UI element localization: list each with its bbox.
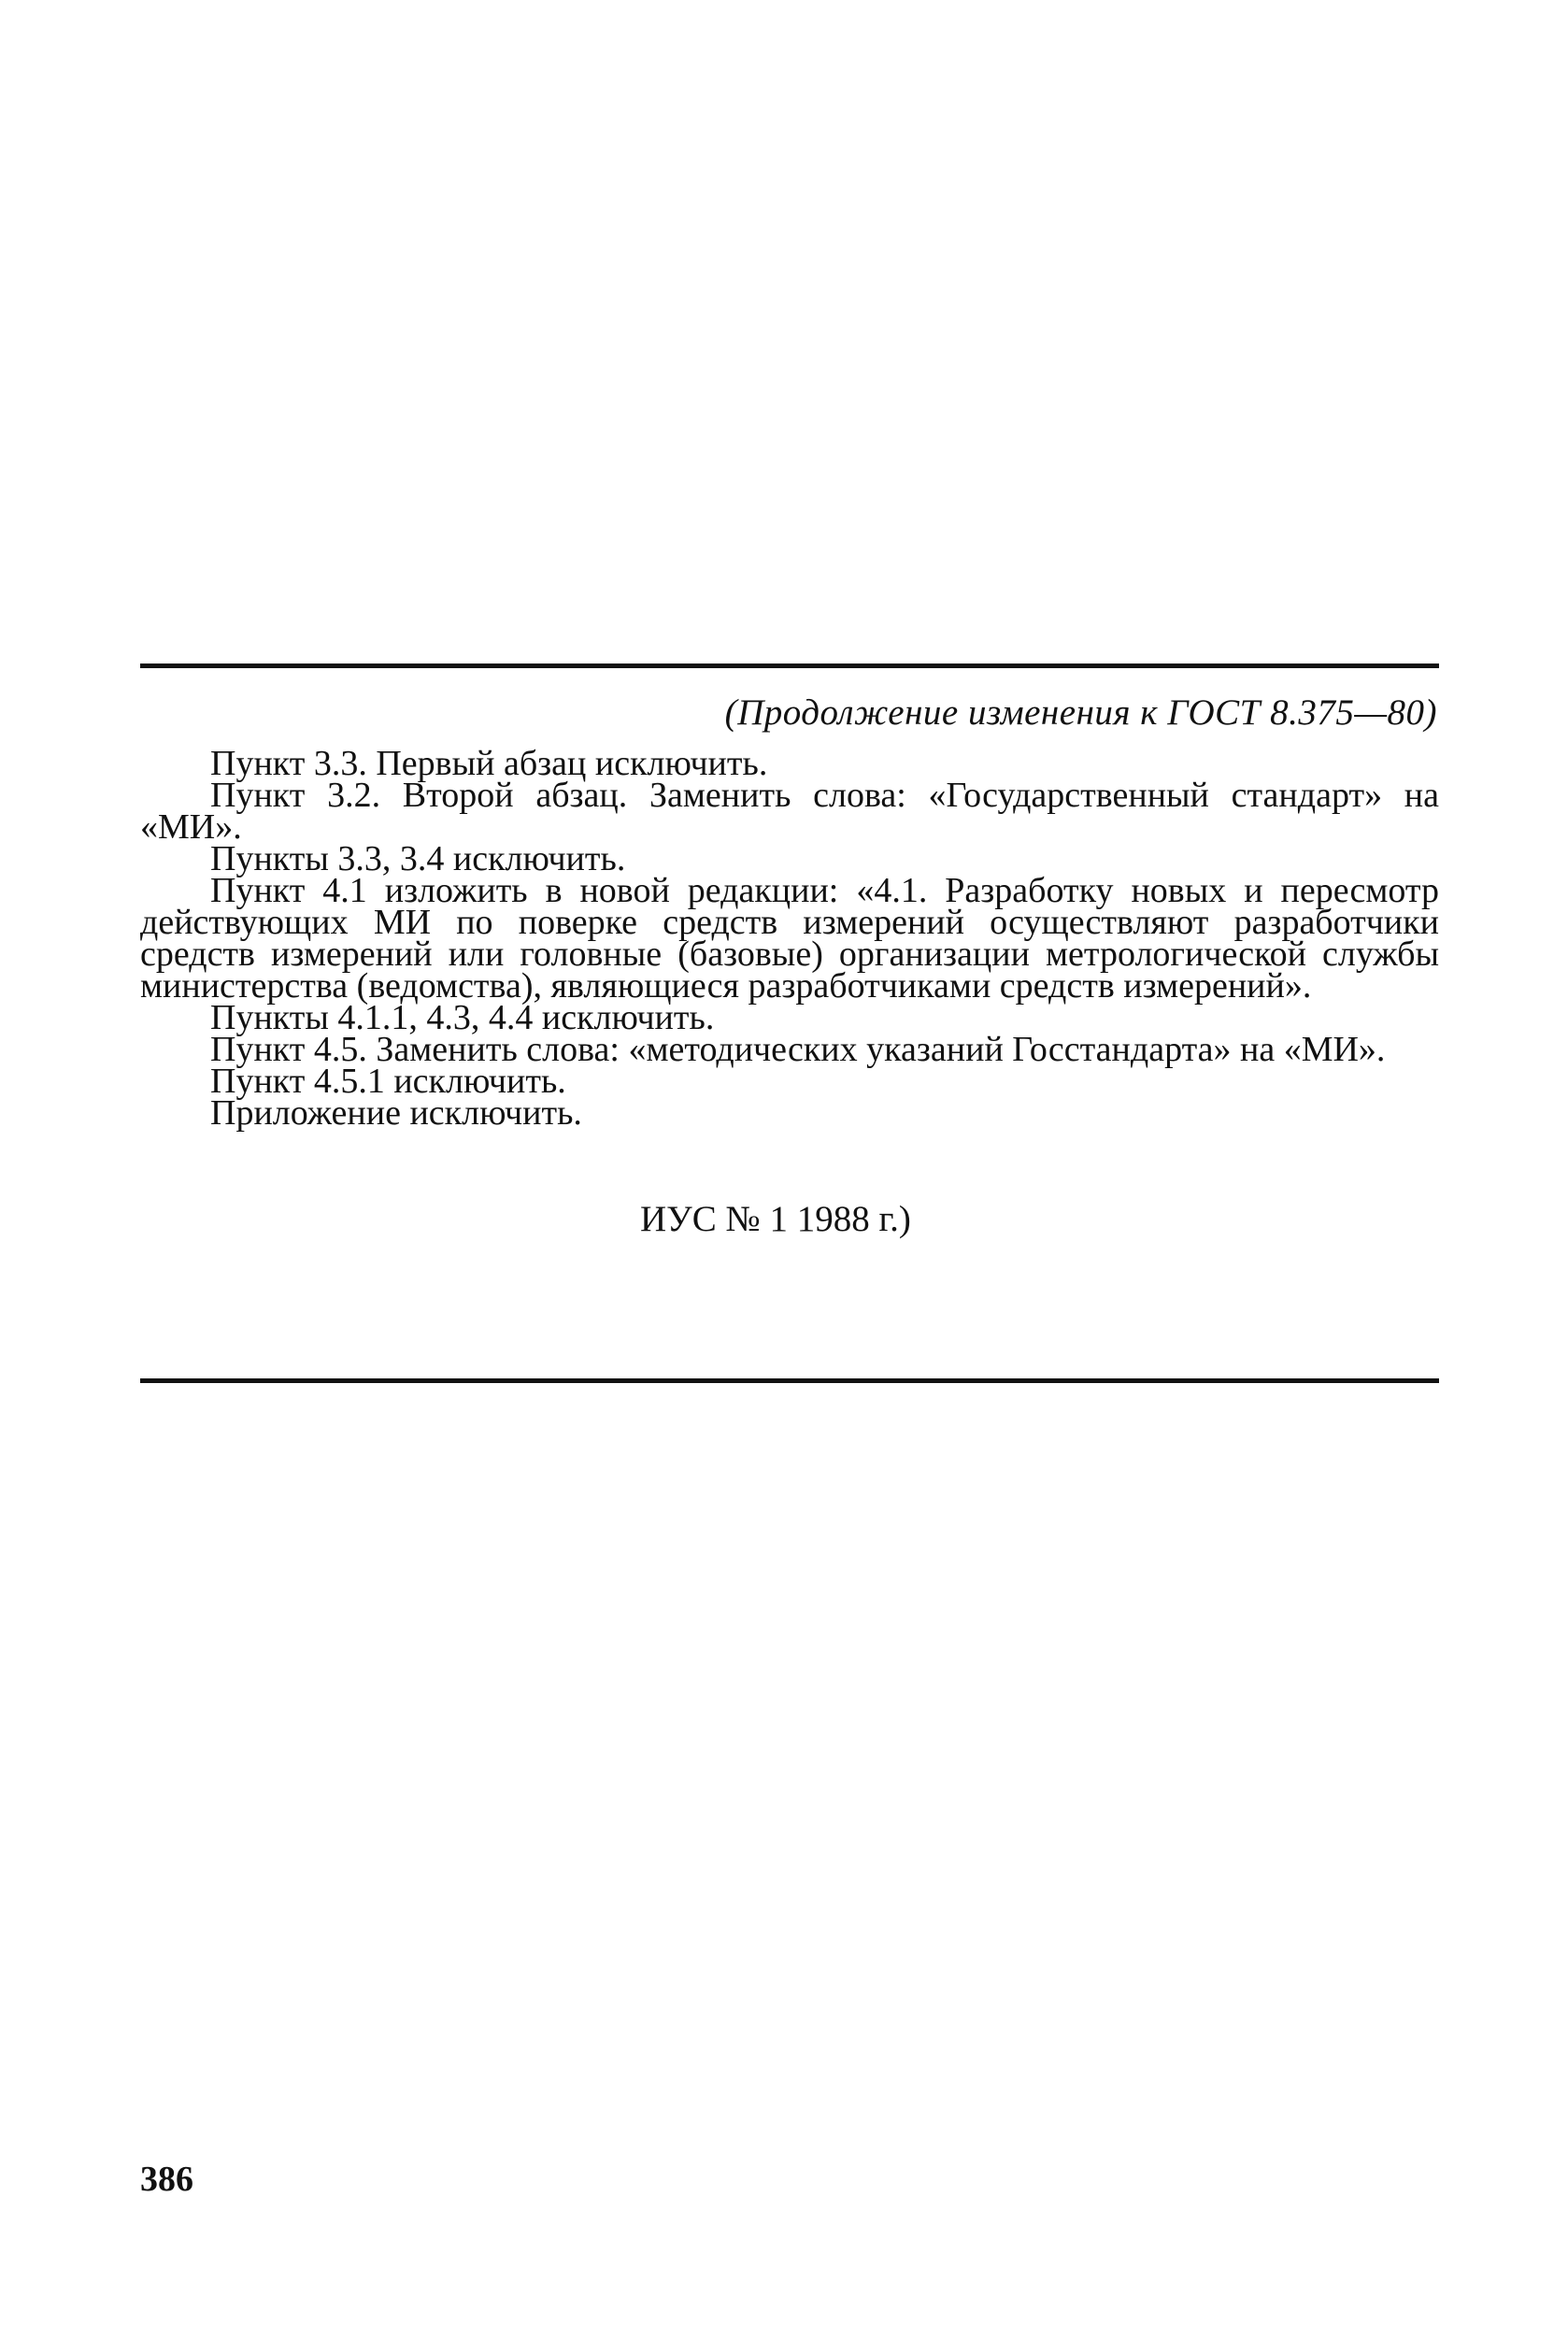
- paragraph-7: Пункт 4.5.1 исключить.: [210, 1062, 566, 1101]
- document-heading: (Продолжение изменения к ГОСТ 8.375—80): [724, 692, 1437, 733]
- document-body: [140, 744, 1439, 1133]
- source-reference: ИУС № 1 1988 г.): [640, 1199, 911, 1239]
- paragraph-3: Пункты 3.3, 3.4 исключить.: [210, 839, 626, 878]
- bottom-divider: [140, 1378, 1439, 1383]
- paragraph-1: Пункт 3.3. Первый абзац исключить.: [210, 744, 768, 783]
- top-divider: [140, 663, 1439, 668]
- paragraph-2: Пункт 3.2. Второй абзац. Заменить слова: «Государственный стандарт» на «МИ».: [140, 776, 1439, 847]
- paragraph-5: Пункты 4.1.1, 4.3, 4.4 исключить.: [210, 998, 715, 1037]
- paragraph-4: Пункт 4.1 изложить в новой редакции: «4.1. Разработку новых и пересмотр действующих МИ по поверке средств измерений осуществляют разработчики средств измерений или головные (базовые) организации метрологической службы министерства (ведомства), являющиеся разработчиками средств измерений».: [140, 871, 1439, 1006]
- paragraph-8: Приложение исключить.: [210, 1093, 582, 1133]
- page-number: 386: [140, 2160, 193, 2199]
- paragraph-6: Пункт 4.5. Заменить слова: «методических указаний Госстандарта» на «МИ».: [210, 1030, 1386, 1069]
